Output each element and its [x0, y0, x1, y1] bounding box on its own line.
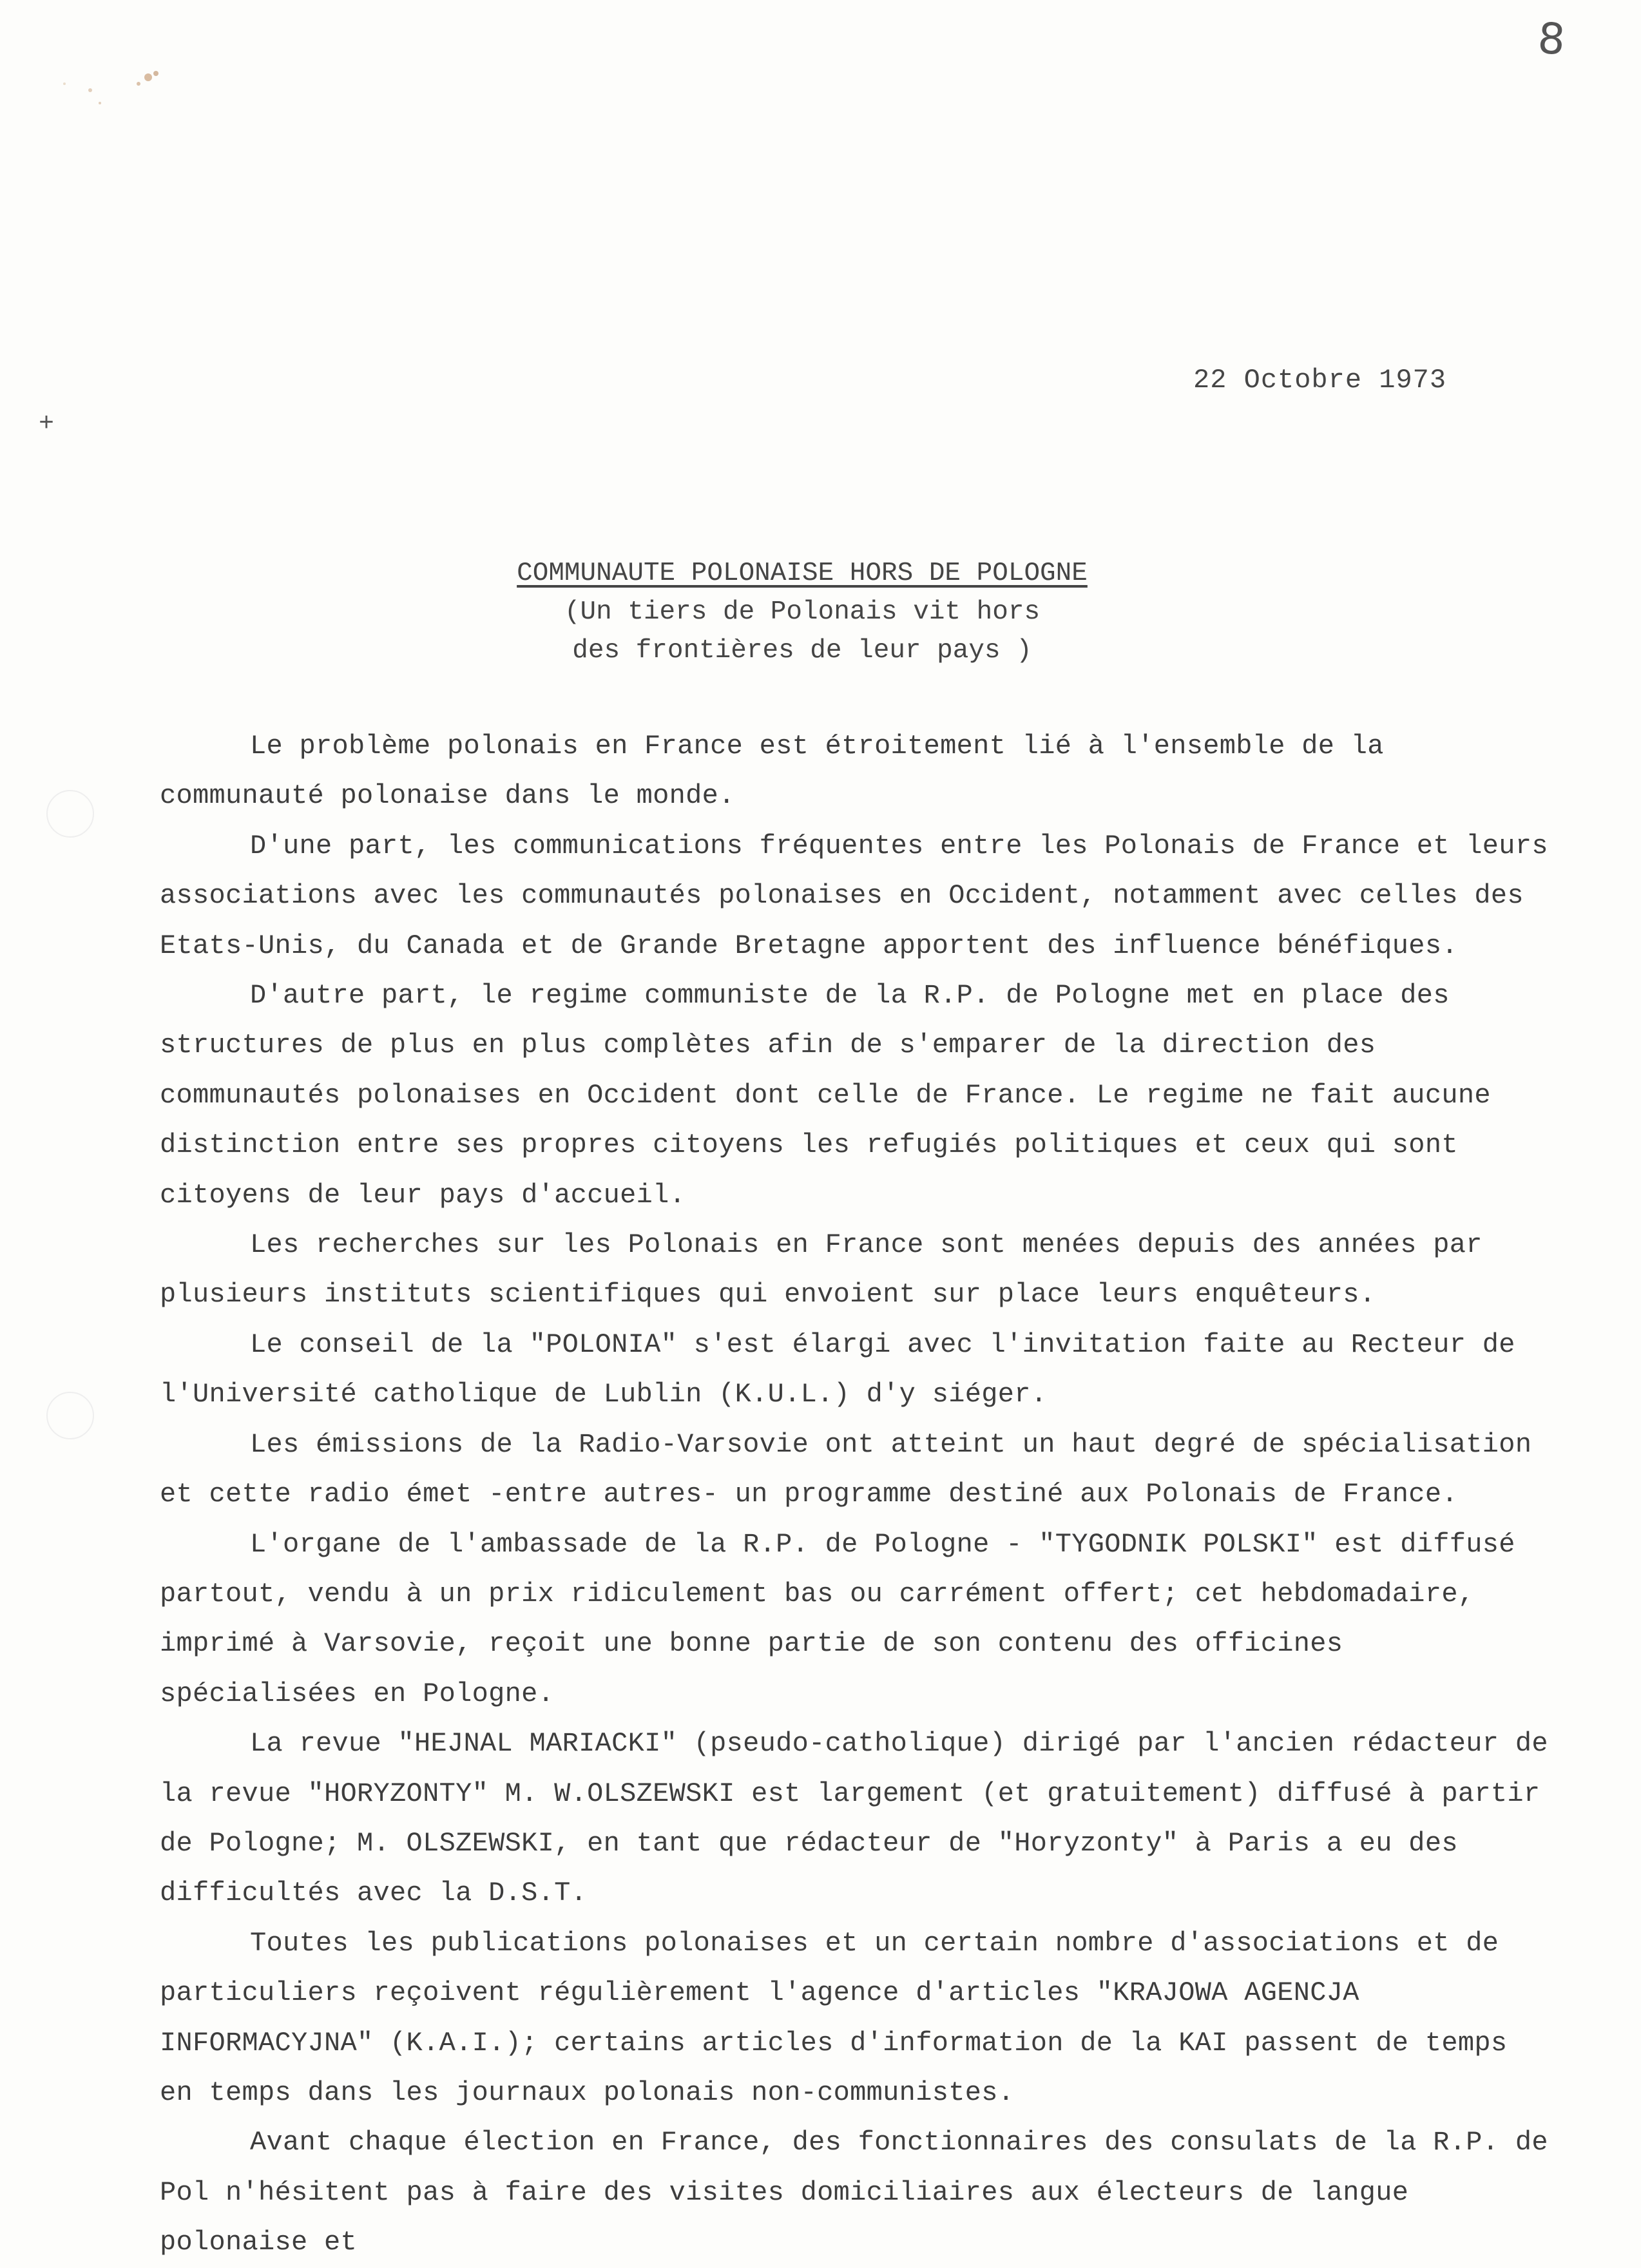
title-block: [503, 554, 1102, 670]
paragraph-10: Avant chaque élection en France, des fonctionnaires des consulats de la R.P. de Pol n'hésitent pas à faire des visites domiciliaires aux électeurs de langue polonaise et: [160, 2127, 1548, 2258]
paragraph-7: L'organe de l'ambassade de la R.P. de Pologne - "TYGODNIK POLSKI" est diffusé partout, vendu à un prix ridiculement bas ou carrément offert; cet hebdomadaire, imprimé à Varsovie, reçoit une bonne partie de son contenu des officines spécialisées en Pologne.: [160, 1528, 1515, 1709]
page-number: 8: [1536, 13, 1567, 65]
punch-hole-bottom: [46, 1392, 94, 1439]
registration-cross-icon: +: [39, 410, 55, 439]
paragraph-5: Le conseil de la "POLONIA" s'est élargi avec l'invitation faite au Recteur de l'Université catholique de Lublin (K.U.L.) d'y siéger.: [160, 1329, 1515, 1410]
punch-hole-top: [46, 790, 94, 838]
paragraph-6: Les émissions de la Radio-Varsovie ont atteint un haut degré de spécialisation et cette radio émet -entre autres- un programme destiné aux Polonais de France.: [160, 1428, 1532, 1510]
subtitle-line-1: (Un tiers de Polonais vit hors: [564, 597, 1041, 627]
paragraph-4: Les recherches sur les Polonais en France sont menées depuis des années par plusieurs instituts scientifiques qui envoient sur place leurs enquêteurs.: [160, 1229, 1483, 1311]
paragraph-9: Toutes les publications polonaises et un certain nombre d'associations et de particuliers reçoivent régulièrement l'agence d'articles "KRAJOWA AGENCJA INFORMACYJNA" (K.A.I.); certains articles d'information de la KAI passent de temps en temps dans les journaux polonais non-communistes.: [160, 1927, 1508, 2108]
paragraph-3: D'autre part, le regime communiste de la R.P. de Pologne met en place des structures de plus en plus complètes afin de s'emparer de la direction des communautés polonaises en Occident dont celle de France. Le regime ne fait aucune distinction entre ses propres citoyens les refugiés politiques et ceux qui sont citoyens de leur pays d'accueil.: [160, 980, 1491, 1211]
document-date: 22 Octobre 1973: [1193, 365, 1447, 396]
document-body: [160, 722, 1551, 2268]
rust-stain-mark: [52, 45, 168, 116]
subtitle-line-2: des frontières de leur pays ): [572, 636, 1032, 666]
paragraph-2: D'une part, les communications fréquentes entre les Polonais de France et leurs associations avec les communautés polonaises en Occident, notamment avec celles des Etats-Unis, du Canada et de Grande Bretagne apportent des influence bénéfiques.: [160, 830, 1548, 961]
paragraph-1: Le problème polonais en France est étroitement lié à l'ensemble de la communauté polonaise dans le monde.: [160, 731, 1384, 812]
paragraph-8: La revue "HEJNAL MARIACKI" (pseudo-catholique) dirigé par l'ancien rédacteur de la revue "HORYZONTY" M. W.OLSZEWSKI est largement (et gratuitement) diffusé à partir de Pologne; M. OLSZEWSKI, en tant que rédacteur de "Horyzonty" à Paris a eu des difficultés avec la D.S.T.: [160, 1728, 1548, 1909]
document-title: COMMUNAUTE POLONAISE HORS DE POLOGNE: [517, 559, 1088, 588]
